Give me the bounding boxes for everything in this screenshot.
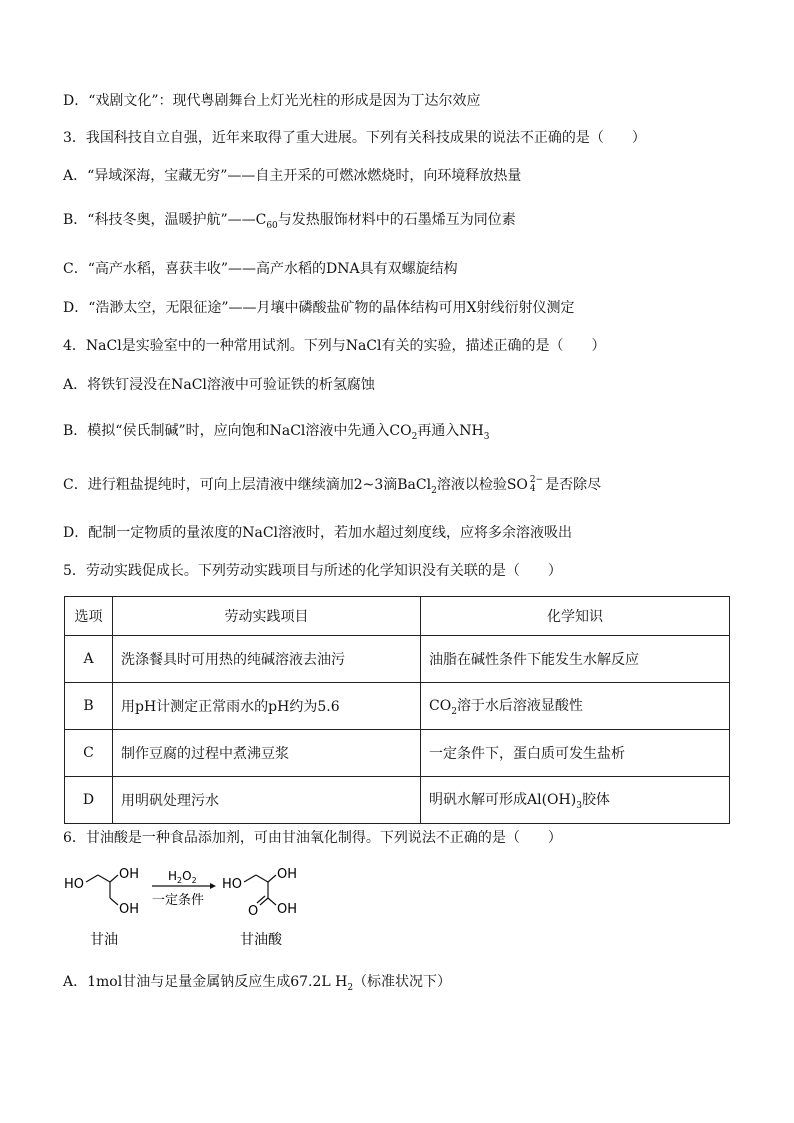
label-glyceric-acid: 甘油酸 — [240, 932, 282, 948]
arrow-head — [210, 883, 216, 889]
q5-table — [64, 596, 730, 824]
q5-stem: 5．劳动实践促成长。下列劳动实践项目与所述的化学知识没有关联的是（ ） — [63, 563, 562, 579]
row-project: 用明矾处理污水 — [113, 777, 421, 824]
row-project: 用pH计测定正常雨水的pH约为5.6 — [113, 683, 421, 730]
table-row — [65, 636, 730, 683]
glycerol-oh-bottom: OH — [119, 902, 140, 917]
acid-oh-top: OH — [277, 867, 298, 882]
q4-option-b: B．模拟“侯氏制碱”时，应向饱和NaCl溶液中先通入$CO_2$再通入$NH_3$ — [63, 423, 490, 442]
row-project: 洗涤餐具时可用热的纯碱溶液去油污 — [113, 636, 421, 683]
q3-stem: 3．我国科技自立自强，近年来取得了重大进展。下列有关科技成果的说法不正确的是（ ） — [63, 130, 646, 146]
reaction-scheme — [60, 862, 320, 952]
condition-label: 一定条件 — [152, 893, 205, 908]
row-knowledge: 一定条件下，蛋白质可发生盐析 — [421, 730, 730, 777]
row-option: B — [65, 683, 113, 730]
row-option: C — [65, 730, 113, 777]
acid-o: O — [248, 904, 259, 919]
row-knowledge: 油脂在碱性条件下能发生水解反应 — [421, 636, 730, 683]
q4-stem: 4．NaCl是实验室中的一种常用试剂。下列与NaCl有关的实验，描述正确的是（ ） — [63, 338, 606, 354]
glycerol-ho-left: HO — [64, 877, 85, 892]
row-knowledge: 明矾水解可形成$Al(OH)_3$胶体 — [421, 777, 730, 824]
acid-oh-right: OH — [277, 902, 298, 917]
q4-option-d: D．配制一定物质的量浓度的NaCl溶液时，若加水超过刻度线，应将多余溶液吸出 — [63, 525, 573, 541]
label-glycerol: 甘油 — [90, 932, 118, 948]
glyceric-acid-structure — [244, 875, 276, 905]
row-option: D — [65, 777, 113, 824]
header-option: 选项 — [65, 597, 113, 636]
row-knowledge: $CO_2$溶于水后溶液显酸性 — [421, 683, 730, 730]
q3-option-b: B．“科技冬奥，温暖护航$”——C_{60}$与发热服饰材料中的石墨烯互为同位素 — [63, 212, 516, 231]
q4-option-c: C．进行粗盐提纯时，可向上层清液中继续滴加2~3滴BaCl$_2$溶液以检验SO 2− 4 是否除尽 — [63, 475, 602, 496]
table-row — [65, 683, 730, 730]
q3-option-c: C．“高产水稻，喜获丰收”——高产水稻的DNA具有双螺旋结构 — [63, 261, 458, 277]
glycerol-oh-top: OH — [119, 867, 140, 882]
header-project: 劳动实践项目 — [113, 597, 421, 636]
row-option: A — [65, 636, 113, 683]
table-header-row — [65, 597, 730, 636]
table-row — [65, 730, 730, 777]
table-row — [65, 777, 730, 824]
acid-ho-left: HO — [222, 877, 243, 892]
q2-option-d: D．“戏剧文化”：现代粤剧舞台上灯光光柱的形成是因为丁达尔效应 — [63, 93, 481, 109]
glycerol-structure — [86, 875, 118, 905]
q3-option-a: A．“异域深海，宝藏无穷”——自主开采的可燃冰燃烧时，向环境释放热量 — [63, 168, 522, 184]
row-project: 制作豆腐的过程中煮沸豆浆 — [113, 730, 421, 777]
q6-stem: 6．甘油酸是一种食品添加剂，可由甘油氧化制得。下列说法不正确的是（ ） — [63, 830, 562, 846]
q3-option-d: D．“浩渺太空，无限征途”——月壤中磷酸盐矿物的晶体结构可用X射线衍射仪测定 — [63, 300, 575, 316]
q6-option-a: A．1mol甘油与足量金属钠反应生成67.2L $H_2$（标准状况下） — [63, 974, 452, 993]
header-knowledge: 化学知识 — [421, 597, 730, 636]
reagent-label: $H_2O_2$ — [168, 869, 197, 885]
q4-option-a: A．将铁钉浸没在NaCl溶液中可验证铁的析氢腐蚀 — [63, 377, 375, 393]
